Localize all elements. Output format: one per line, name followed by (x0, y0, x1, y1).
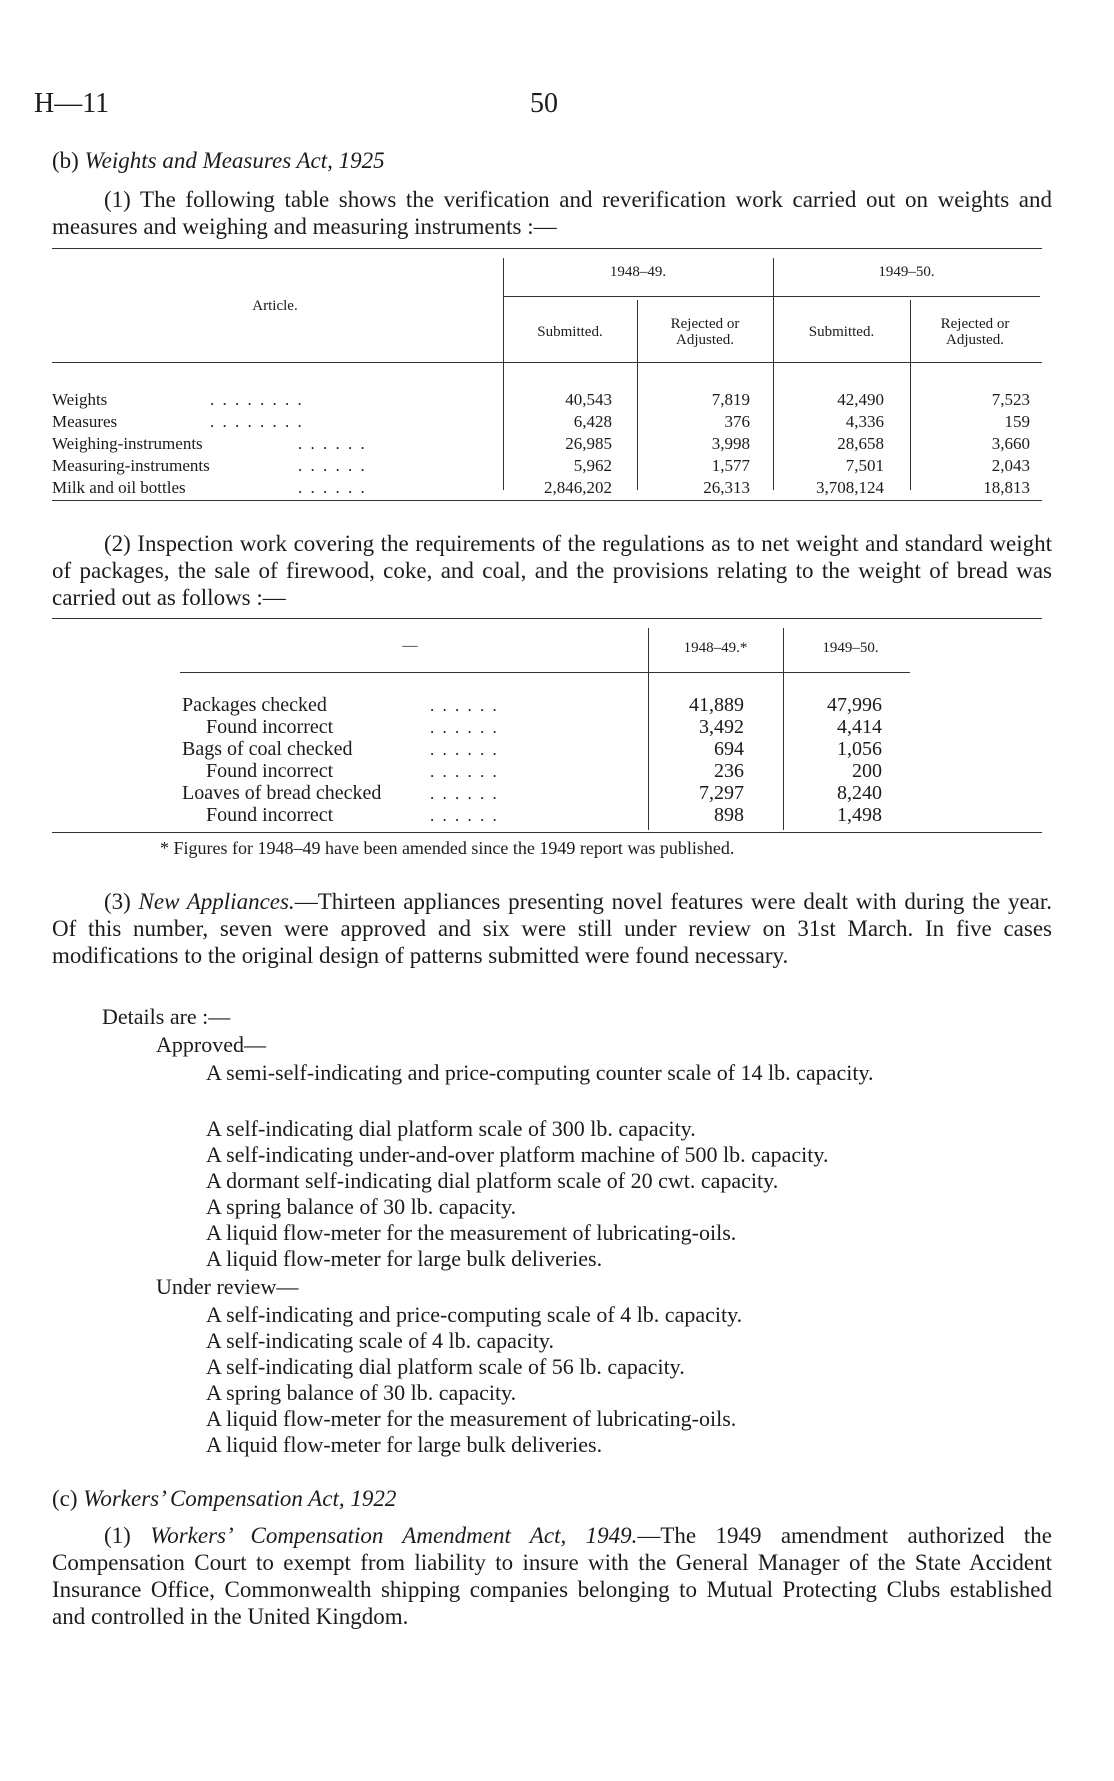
page-number: 50 (530, 88, 558, 119)
section-c-heading (52, 1486, 396, 1512)
leader-dots: . . . . . . (298, 478, 367, 497)
table1-rejected-b (910, 316, 1040, 348)
row-label: Bags of coal checked (182, 738, 353, 760)
table1-year-b: 1949–50. (878, 264, 935, 280)
paragraph-3-body: —Thirteen appliances presenting novel features were dealt with during the year. Of this number, seven were approved and six were still under review on 31st March. In five cases modifications to the original design of patterns submitted were found necessary. (52, 889, 1053, 968)
table1-article-header: Article. (252, 298, 298, 314)
cell-value: 2,043 (991, 456, 1030, 475)
leader-dots: . . . . . . . . (210, 390, 304, 409)
approved-item: A liquid flow-meter for the measurement of lubricating-oils. (206, 1220, 737, 1245)
table1-submitted-b: Submitted. (808, 324, 875, 340)
approved-item: A self-indicating dial platform scale of 300 lb. capacity. (206, 1116, 696, 1141)
approved-item: A spring balance of 30 lb. capacity. (206, 1194, 517, 1219)
review-item: A self-indicating and price-computing scale of 4 lb. capacity. (206, 1302, 743, 1327)
row-label: Found incorrect (206, 716, 334, 738)
cell-value: 3,492 (699, 716, 744, 738)
cell-value: 41,889 (689, 694, 744, 716)
cell-value: 200 (852, 760, 882, 782)
paragraph-4-body: —The 1949 amendment authorized the Compensation Court to exempt from liability to insure with the General Manager of the State Accident Insurance Office, Commonwealth shipping companies belonging to Mutual Protecting Clubs established and controlled in the United Kingdom. (52, 1523, 1052, 1629)
leader-dots: . . . . . . . . (210, 412, 304, 431)
table1-top-rule (52, 248, 1042, 249)
paragraph-3 (52, 888, 1052, 969)
paragraph-4 (52, 1522, 1052, 1630)
table1-header-rule (52, 362, 1042, 363)
cell-value: 236 (714, 760, 744, 782)
table2-blank-header: — (402, 638, 418, 654)
review-item: A liquid flow-meter for large bulk deliveries. (206, 1432, 603, 1457)
cell-value: 159 (1004, 412, 1030, 431)
table1-year-a: 1948–49. (609, 264, 667, 280)
table2-year-b: 1949–50. (822, 640, 879, 656)
cell-value: 376 (724, 412, 750, 431)
table2-bottom-rule (52, 832, 1042, 833)
section-c-title: Workers’ Compensation Act, 1922 (83, 1486, 397, 1511)
review-item: A spring balance of 30 lb. capacity. (206, 1380, 517, 1405)
table1-divider (773, 258, 774, 490)
rejected-line-2: Adjusted. (676, 332, 734, 348)
footnote: * Figures for 1948–49 have been amended since the 1949 report was published. (160, 838, 735, 858)
cell-value: 694 (714, 738, 744, 760)
rejected-line-1: Rejected or (670, 316, 740, 332)
table2-top-rule (52, 618, 1042, 619)
row-label: Milk and oil bottles (52, 478, 186, 497)
paragraph-4-title: Workers’ Compensation Amendment Act, 1949. (150, 1523, 638, 1548)
table1-year-rule (503, 296, 1040, 297)
table2-divider (783, 628, 784, 830)
review-heading: Under review— (156, 1274, 299, 1299)
paragraph-3-title: New Appliances. (138, 889, 295, 914)
approved-heading: Approved— (156, 1032, 266, 1057)
table1-bottom-rule (52, 500, 1042, 501)
cell-value: 5,962 (573, 456, 612, 475)
leader-dots: . . . . . . (430, 696, 499, 715)
approved-item: A semi-self-indicating and price-computing counter scale of 14 lb. capacity. (206, 1060, 874, 1085)
report-code: H—11 (34, 88, 110, 119)
table2-header-rule (180, 672, 910, 673)
leader-dots: . . . . . . (430, 740, 499, 759)
cell-value: 3,998 (711, 434, 750, 453)
table1-divider (503, 258, 504, 490)
cell-value: 2,846,202 (544, 478, 612, 497)
paragraph-3-prefix: (3) (104, 889, 139, 914)
cell-value: 1,498 (837, 804, 882, 826)
paragraph-1: (1) The following table shows the verification and reverification work carried out on weights and measures and weighing and measuring instruments :— (52, 187, 1052, 239)
section-c-label: (c) (52, 1486, 78, 1511)
cell-value: 7,297 (699, 782, 744, 804)
cell-value: 7,819 (711, 390, 750, 409)
cell-value: 6,428 (573, 412, 612, 431)
row-label: Loaves of bread checked (182, 782, 382, 804)
cell-value: 26,313 (703, 478, 750, 497)
paragraph-2: (2) Inspection work covering the requirements of the regulations as to net weight and standard weight of packages, the sale of firewood, coke, and coal, and the provisions relating to the weight of bread was carried out as follows :— (52, 531, 1052, 610)
cell-value: 4,336 (845, 412, 884, 431)
cell-value: 4,414 (837, 716, 882, 738)
section-b-label: (b) (52, 148, 79, 173)
table2-divider (648, 628, 649, 830)
review-item: A self-indicating scale of 4 lb. capacity. (206, 1328, 555, 1353)
rejected-line-2: Adjusted. (946, 332, 1004, 348)
approved-item: A dormant self-indicating dial platform scale of 20 cwt. capacity. (206, 1168, 779, 1193)
table1-submitted-a: Submitted. (537, 324, 603, 340)
review-item: A self-indicating dial platform scale of 56 lb. capacity. (206, 1354, 685, 1379)
cell-value: 1,577 (711, 456, 750, 475)
section-b-title: Weights and Measures Act, 1925 (84, 148, 385, 173)
cell-value: 7,523 (991, 390, 1030, 409)
rejected-line-1: Rejected or (940, 316, 1010, 332)
cell-value: 28,658 (837, 434, 884, 453)
cell-value: 42,490 (837, 390, 884, 409)
row-label: Found incorrect (206, 760, 334, 782)
cell-value: 3,708,124 (816, 478, 884, 497)
cell-value: 40,543 (565, 390, 612, 409)
row-label: Weighing-instruments (52, 434, 203, 453)
cell-value: 7,501 (845, 456, 884, 475)
leader-dots: . . . . . . (298, 434, 367, 453)
paragraph-4-prefix: (1) (104, 1523, 151, 1548)
row-label: Weights (52, 390, 108, 409)
cell-value: 26,985 (565, 434, 612, 453)
cell-value: 18,813 (983, 478, 1030, 497)
cell-value: 1,056 (837, 738, 882, 760)
leader-dots: . . . . . . (298, 456, 367, 475)
approved-item: A self-indicating under-and-over platform machine of 500 lb. capacity. (206, 1142, 829, 1167)
details-label: Details are :— (102, 1004, 231, 1029)
cell-value: 8,240 (837, 782, 882, 804)
leader-dots: . . . . . . (430, 784, 499, 803)
leader-dots: . . . . . . (430, 718, 499, 737)
cell-value: 47,996 (827, 694, 882, 716)
leader-dots: . . . . . . (430, 762, 499, 781)
row-label: Measuring-instruments (52, 456, 210, 475)
approved-item: A liquid flow-meter for large bulk deliveries. (206, 1246, 603, 1271)
row-label: Packages checked (182, 694, 327, 716)
cell-value: 3,660 (991, 434, 1030, 453)
leader-dots: . . . . . . (430, 806, 499, 825)
table1-rejected-a (637, 316, 773, 348)
review-item: A liquid flow-meter for the measurement of lubricating-oils. (206, 1406, 737, 1431)
section-b-heading (52, 148, 385, 174)
row-label: Measures (52, 412, 118, 431)
cell-value: 898 (714, 804, 744, 826)
row-label: Found incorrect (206, 804, 334, 826)
table2-year-a: 1948–49.* (683, 640, 748, 656)
